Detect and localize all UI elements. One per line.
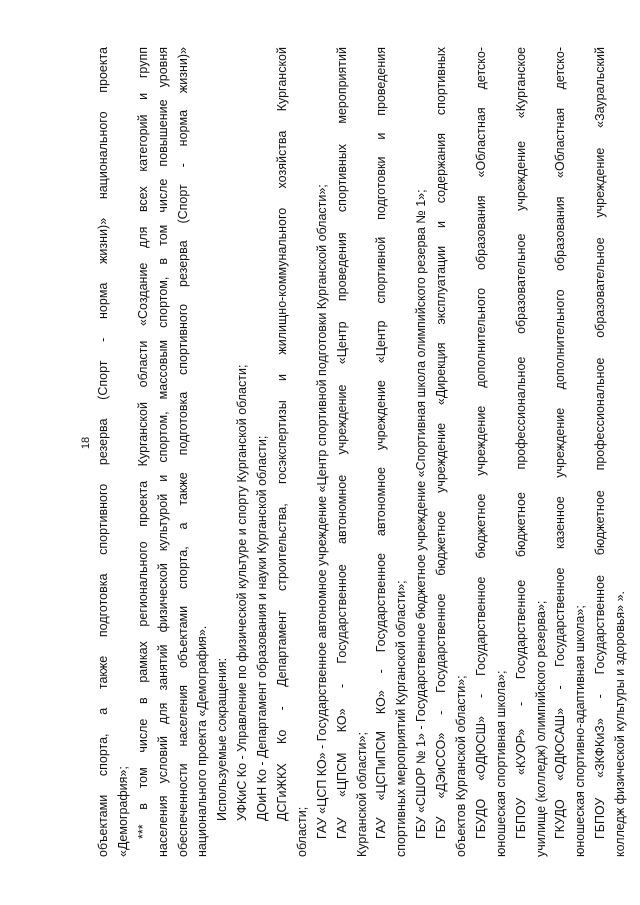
text-line: объектов Курганской области»; <box>454 675 469 857</box>
text-line: ГАУ «ЦПСМ КО» - Государственное автономное учреждение «Центр проведения спортивных мероприятий <box>334 47 349 839</box>
text-line: спортивных мероприятий Курганской области»; <box>394 580 409 857</box>
text-line: ГБУ «СШОР № 1» - Государственное бюджетное учреждение «Спортивная школа олимпийского резерва № 1»; <box>414 189 429 839</box>
text-line: УФКиС Ко - Управление по физической культуре и спорту Курганской области; <box>235 364 250 821</box>
text-line: ГАУ «ЦСП КО» - Государственное автономное учреждение «Центр спортивной подготовки Курганской области»; <box>314 184 329 839</box>
text-line: населения условий для занятий физической культурой и спортом, массовым спортом, в том числе повышение уровня <box>155 47 170 857</box>
text-line: ДСГиЖКХ Ко - Департамент строительства, госэкспертизы и жилищно-коммунального хозяйства Курганской <box>275 47 290 821</box>
text-line: объектами спорта, а также подготовка спортивного резерва (Спорт - норма жизни)» национального проекта <box>96 47 110 857</box>
text-line: национального проекта «Демография». <box>195 625 210 857</box>
text-line: ГБПОУ «КУОР» - Государственное бюджетное профессиональное образовательное учреждение «Курганское <box>513 47 528 839</box>
text-line: обеспеченности населения объектами спорта, а также подготовка спортивного резерва (Спорт - норма жизни)» <box>175 47 190 857</box>
text-line: ГБУДО «ОДЮСШ» - Государственное бюджетное учреждение дополнительного образования «Областная детско- <box>473 47 488 839</box>
text-line: ГБПОУ «ЗКФКиЗ» - Государственное бюджетное профессиональное образовательное учреждение «Зауральский <box>593 47 608 839</box>
text-line: юношеская спортивно-адаптивная школа»; <box>573 605 588 857</box>
text-line: Курганской области»; <box>354 732 369 857</box>
text-line: юношеская спортивная школа»; <box>493 670 508 857</box>
text-line: ГКУДО «ОДЮСАШ» - Государственное казенное учреждение дополнительного образования «Областная детско- <box>553 47 568 839</box>
text-line: ДОиН Ко - Департамент образования и науки Курганской области; <box>255 435 270 821</box>
text-line: области; <box>294 806 309 857</box>
text-line: ГБУ «ДЭиССО» - Государственное бюджетное учреждение «Дирекция эксплуатации и содержания спортивных <box>434 47 449 839</box>
text-line: *** в том числе в рамках регионального проекта Курганской области «Создание для всех категорий и групп <box>135 47 150 839</box>
text-line: Используемые сокращения: <box>215 657 230 821</box>
text-line: «Демография»; <box>115 766 130 857</box>
text-line: колледж физической культуры и здоровья» ». <box>613 590 628 857</box>
text-line: ГАУ «ЦСПиПСМ КО» - Государственное автономное учреждение «Центр спортивной подготовки и проведения <box>374 47 389 839</box>
page-number: 18 <box>80 436 92 450</box>
text-line: училище (колледж) олимпийского резерва»; <box>533 600 548 857</box>
document-text-block <box>94 47 628 857</box>
